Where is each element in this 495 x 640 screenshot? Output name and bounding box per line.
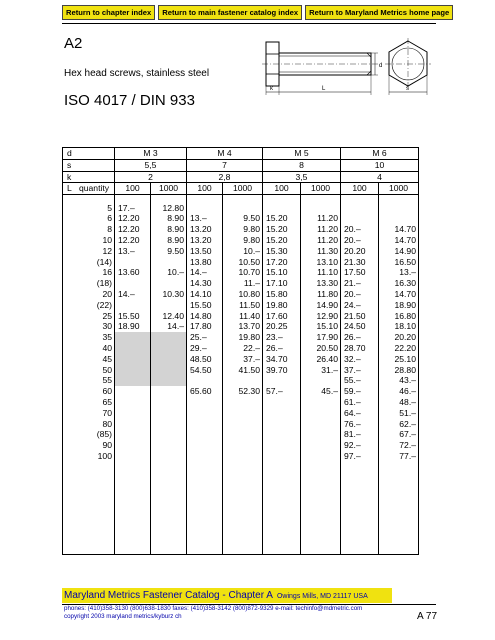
- price-cell: [187, 429, 223, 440]
- length-cell: 80: [63, 419, 115, 430]
- price-cell: [301, 440, 341, 451]
- price-cell: [151, 375, 187, 386]
- empty-row: [63, 462, 419, 555]
- price-cell: 20.20: [379, 332, 419, 343]
- d-m4: M 4: [187, 148, 263, 160]
- price-cell: 10.50: [223, 257, 263, 268]
- price-cell: 72.–: [379, 440, 419, 451]
- length-cell: (85): [63, 429, 115, 440]
- price-cell: [341, 203, 379, 214]
- price-cell: 16.30: [379, 278, 419, 289]
- price-cell: 17.10: [263, 278, 301, 289]
- price-cell: [115, 375, 151, 386]
- price-cell: 26.–: [263, 343, 301, 354]
- price-cell: [263, 419, 301, 430]
- price-cell: [115, 354, 151, 365]
- length-cell: 90: [63, 440, 115, 451]
- k-m3: 2: [115, 171, 187, 183]
- length-cell: 10: [63, 235, 115, 246]
- footer-phones: phones: (410)358-3130 (800)638-1830 faxes: (410)358-3142 (800)872-9329 e-mail: techinfo@mdmetric.com: [64, 605, 363, 612]
- price-cell: 13.30: [301, 278, 341, 289]
- price-cell: [223, 203, 263, 214]
- length-cell: 45: [63, 354, 115, 365]
- price-cell: 48.–: [379, 397, 419, 408]
- price-cell: 20.25: [263, 321, 301, 332]
- table-row: [63, 311, 419, 322]
- price-cell: 13.50: [187, 246, 223, 257]
- price-cell: [187, 451, 223, 462]
- table-row: [63, 246, 419, 257]
- price-cell: [187, 440, 223, 451]
- k-m5: 3,5: [263, 171, 341, 183]
- price-cell: 14.–: [187, 267, 223, 278]
- section-letter: A2: [64, 35, 83, 52]
- price-cell: 48.50: [187, 354, 223, 365]
- price-cell: [151, 343, 187, 354]
- price-cell: 8.90: [151, 235, 187, 246]
- d-m5: M 5: [263, 148, 341, 160]
- price-cell: [301, 408, 341, 419]
- price-cell: 24.50: [341, 321, 379, 332]
- s-m5: 8: [263, 159, 341, 171]
- price-cell: 23.–: [263, 332, 301, 343]
- length-cell: 60: [63, 386, 115, 397]
- price-cell: [115, 257, 151, 268]
- price-cell: 52.30: [223, 386, 263, 397]
- price-cell: 13.–: [379, 267, 419, 278]
- price-cell: 14.70: [379, 289, 419, 300]
- price-cell: [263, 397, 301, 408]
- price-cell: 15.20: [263, 224, 301, 235]
- price-cell: 45.–: [301, 386, 341, 397]
- qty-1000: 1000: [379, 183, 419, 195]
- length-cell: 20: [63, 289, 115, 300]
- price-cell: 25.–: [187, 332, 223, 343]
- s-m6: 10: [341, 159, 419, 171]
- price-table: [62, 147, 419, 555]
- price-cell: [379, 203, 419, 214]
- price-cell: 11.20: [301, 224, 341, 235]
- price-cell: [263, 203, 301, 214]
- price-cell: 11.–: [223, 278, 263, 289]
- page-number: A 77: [417, 611, 438, 622]
- length-cell: 12: [63, 246, 115, 257]
- price-cell: 9.50: [151, 246, 187, 257]
- hex-screw-drawing: [262, 38, 437, 96]
- price-cell: 25.10: [379, 354, 419, 365]
- price-cell: [223, 429, 263, 440]
- price-cell: 13.70: [223, 321, 263, 332]
- dim-k-label: k: [270, 86, 273, 92]
- price-cell: [115, 365, 151, 376]
- product-subtitle: Hex head screws, stainless steel: [64, 68, 210, 79]
- price-cell: [223, 375, 263, 386]
- return-chapter-index-link[interactable]: Return to chapter index: [62, 5, 155, 20]
- k-m4: 2,8: [187, 171, 263, 183]
- price-cell: [151, 440, 187, 451]
- price-cell: 15.30: [263, 246, 301, 257]
- k-m6: 4: [341, 171, 419, 183]
- return-main-catalog-link[interactable]: Return to main fastener catalog index: [158, 5, 302, 20]
- table-row: [63, 429, 419, 440]
- price-cell: [115, 429, 151, 440]
- price-cell: 81.–: [341, 429, 379, 440]
- length-cell: 40: [63, 343, 115, 354]
- price-cell: 18.90: [379, 300, 419, 311]
- price-cell: 64.–: [341, 408, 379, 419]
- quantity-label: quantity: [78, 183, 110, 194]
- price-cell: 51.–: [379, 408, 419, 419]
- price-cell: 13.80: [187, 257, 223, 268]
- price-cell: 10.–: [151, 267, 187, 278]
- price-cell: 15.80: [263, 289, 301, 300]
- d-m6: M 6: [341, 148, 419, 160]
- price-cell: 11.20: [301, 235, 341, 246]
- table-row: [63, 213, 419, 224]
- length-cell: 16: [63, 267, 115, 278]
- standard-title: ISO 4017 / DIN 933: [64, 92, 195, 109]
- price-cell: 54.50: [187, 365, 223, 376]
- price-cell: 11.80: [301, 289, 341, 300]
- price-cell: 20.–: [341, 235, 379, 246]
- price-cell: 14.30: [187, 278, 223, 289]
- price-cell: 46.–: [379, 386, 419, 397]
- price-cell: 12.20: [115, 235, 151, 246]
- price-cell: 65.60: [187, 386, 223, 397]
- price-cell: [301, 451, 341, 462]
- price-cell: 61.–: [341, 397, 379, 408]
- price-cell: 11.10: [301, 267, 341, 278]
- price-cell: 12.80: [151, 203, 187, 214]
- length-cell: 100: [63, 451, 115, 462]
- price-cell: 17.90: [301, 332, 341, 343]
- length-cell: 50: [63, 365, 115, 376]
- table-row: [63, 203, 419, 214]
- price-cell: 20.50: [301, 343, 341, 354]
- table-row: [63, 343, 419, 354]
- price-cell: 10.80: [223, 289, 263, 300]
- length-cell: (22): [63, 300, 115, 311]
- price-cell: 26.–: [341, 332, 379, 343]
- price-cell: 14.90: [379, 246, 419, 257]
- price-cell: [151, 397, 187, 408]
- table-row: [63, 397, 419, 408]
- d-m3: M 3: [115, 148, 187, 160]
- qty-100: 100: [263, 183, 301, 195]
- table-row: [63, 224, 419, 235]
- price-cell: 97.–: [341, 451, 379, 462]
- table-row: [63, 235, 419, 246]
- price-cell: 8.90: [151, 224, 187, 235]
- price-cell: 17.–: [115, 203, 151, 214]
- price-cell: [151, 300, 187, 311]
- table-row: [63, 278, 419, 289]
- price-cell: 43.–: [379, 375, 419, 386]
- top-rule: [62, 23, 436, 24]
- price-cell: [263, 451, 301, 462]
- price-cell: [341, 213, 379, 224]
- price-cell: 12.20: [115, 213, 151, 224]
- length-cell: 25: [63, 311, 115, 322]
- price-cell: [115, 419, 151, 430]
- price-cell: 14.–: [151, 321, 187, 332]
- table-row: [63, 375, 419, 386]
- price-cell: [115, 397, 151, 408]
- price-cell: 12.20: [115, 224, 151, 235]
- price-cell: 41.50: [223, 365, 263, 376]
- price-cell: [115, 408, 151, 419]
- footer-copyright: copyright 2003 maryland metrics/kyburz ch: [64, 612, 182, 620]
- length-cell: 6: [63, 213, 115, 224]
- price-cell: 19.80: [263, 300, 301, 311]
- price-cell: 57.–: [263, 386, 301, 397]
- price-cell: 11.20: [301, 213, 341, 224]
- table-row: [63, 257, 419, 268]
- price-cell: 15.20: [263, 213, 301, 224]
- price-cell: [301, 429, 341, 440]
- table-row: [63, 386, 419, 397]
- price-cell: 14.–: [115, 289, 151, 300]
- dim-L-label: L: [322, 86, 326, 92]
- qty-100: 100: [115, 183, 151, 195]
- price-cell: [223, 397, 263, 408]
- price-cell: 13.10: [301, 257, 341, 268]
- price-cell: 18.90: [115, 321, 151, 332]
- price-cell: 13.60: [115, 267, 151, 278]
- price-cell: [223, 440, 263, 451]
- price-cell: [151, 386, 187, 397]
- price-cell: 17.60: [263, 311, 301, 322]
- catalog-title-text: Maryland Metrics Fastener Catalog - Chapter A: [64, 590, 273, 601]
- price-cell: [187, 375, 223, 386]
- price-cell: 21.30: [341, 257, 379, 268]
- table-row: [63, 332, 419, 343]
- price-cell: 17.50: [341, 267, 379, 278]
- price-cell: 10.70: [223, 267, 263, 278]
- price-cell: 37.–: [341, 365, 379, 376]
- k-label: k: [63, 171, 115, 183]
- price-cell: [151, 278, 187, 289]
- s-m4: 7: [187, 159, 263, 171]
- price-cell: [115, 343, 151, 354]
- s-m3: 5,5: [115, 159, 187, 171]
- row-s: [63, 159, 419, 171]
- price-cell: [263, 408, 301, 419]
- table-row: [63, 289, 419, 300]
- price-cell: 20.–: [341, 289, 379, 300]
- price-cell: 14.90: [301, 300, 341, 311]
- price-cell: 37.–: [223, 354, 263, 365]
- price-cell: [151, 429, 187, 440]
- price-cell: 11.40: [223, 311, 263, 322]
- price-cell: 13.–: [187, 213, 223, 224]
- price-cell: [263, 375, 301, 386]
- price-cell: [151, 257, 187, 268]
- price-cell: 29.–: [187, 343, 223, 354]
- price-cell: 31.–: [301, 365, 341, 376]
- price-cell: 92.–: [341, 440, 379, 451]
- price-cell: 14.70: [379, 235, 419, 246]
- dim-d-label: d: [379, 63, 383, 69]
- qty-100: 100: [187, 183, 223, 195]
- length-cell: 65: [63, 397, 115, 408]
- price-cell: 24.–: [341, 300, 379, 311]
- price-cell: [115, 332, 151, 343]
- price-cell: 9.50: [223, 213, 263, 224]
- price-cell: [115, 300, 151, 311]
- price-cell: 16.50: [379, 257, 419, 268]
- length-cell: 70: [63, 408, 115, 419]
- price-cell: 16.80: [379, 311, 419, 322]
- qty-1000: 1000: [223, 183, 263, 195]
- qty-100: 100: [341, 183, 379, 195]
- price-cell: 14.70: [379, 224, 419, 235]
- price-cell: 9.80: [223, 235, 263, 246]
- length-cell: 5: [63, 203, 115, 214]
- nav-bar: [62, 5, 453, 20]
- price-cell: [187, 203, 223, 214]
- d-label: d: [63, 148, 115, 160]
- row-d: [63, 148, 419, 160]
- price-cell: [151, 408, 187, 419]
- price-cell: 12.40: [151, 311, 187, 322]
- price-cell: 15.50: [187, 300, 223, 311]
- length-cell: 30: [63, 321, 115, 332]
- catalog-title: [64, 590, 368, 601]
- row-quantity: [63, 183, 419, 195]
- price-cell: 21.50: [341, 311, 379, 322]
- table-row: [63, 321, 419, 332]
- price-cell: [263, 429, 301, 440]
- table-row: [63, 419, 419, 430]
- qty-1000: 1000: [151, 183, 187, 195]
- price-cell: [115, 386, 151, 397]
- return-home-link[interactable]: Return to Maryland Metrics home page: [305, 5, 453, 20]
- price-cell: 32.–: [341, 354, 379, 365]
- table-row: [63, 408, 419, 419]
- price-cell: [151, 451, 187, 462]
- table-row: [63, 440, 419, 451]
- price-cell: 17.20: [263, 257, 301, 268]
- price-cell: [187, 397, 223, 408]
- price-cell: 20.20: [341, 246, 379, 257]
- dim-s-label: s: [406, 86, 409, 92]
- price-cell: 15.50: [115, 311, 151, 322]
- price-cell: 19.80: [223, 332, 263, 343]
- price-cell: [115, 440, 151, 451]
- price-cell: [223, 408, 263, 419]
- price-cell: [301, 419, 341, 430]
- length-cell: 8: [63, 224, 115, 235]
- s-label: s: [63, 159, 115, 171]
- table-row: [63, 451, 419, 462]
- l-label: L: [67, 183, 72, 194]
- price-cell: 15.20: [263, 235, 301, 246]
- price-cell: 76.–: [341, 419, 379, 430]
- length-cell: (18): [63, 278, 115, 289]
- price-cell: 13.–: [115, 246, 151, 257]
- price-cell: [187, 408, 223, 419]
- table-row: [63, 354, 419, 365]
- row-k: [63, 171, 419, 183]
- price-cell: 62.–: [379, 419, 419, 430]
- length-cell: 55: [63, 375, 115, 386]
- catalog-address: Owings Mills, MD 21117 USA: [276, 593, 368, 600]
- price-cell: 10.30: [151, 289, 187, 300]
- l-quantity-label: [63, 183, 115, 195]
- price-cell: [301, 397, 341, 408]
- price-cell: [151, 365, 187, 376]
- length-cell: 35: [63, 332, 115, 343]
- price-cell: 55.–: [341, 375, 379, 386]
- price-cell: 22.–: [223, 343, 263, 354]
- table-row: [63, 300, 419, 311]
- qty-1000: 1000: [301, 183, 341, 195]
- table-row: [63, 365, 419, 376]
- price-cell: [151, 419, 187, 430]
- price-cell: [223, 451, 263, 462]
- price-cell: 26.40: [301, 354, 341, 365]
- length-cell: (14): [63, 257, 115, 268]
- price-cell: [301, 203, 341, 214]
- price-cell: [263, 440, 301, 451]
- price-cell: 28.70: [341, 343, 379, 354]
- price-cell: [115, 278, 151, 289]
- price-cell: 10.–: [223, 246, 263, 257]
- spacer-row: [63, 195, 419, 203]
- price-cell: 11.50: [223, 300, 263, 311]
- footer-contact: [64, 605, 362, 620]
- price-cell: [301, 375, 341, 386]
- price-cell: 22.20: [379, 343, 419, 354]
- price-cell: [151, 332, 187, 343]
- price-cell: [115, 451, 151, 462]
- table-row: [63, 267, 419, 278]
- price-cell: 21.–: [341, 278, 379, 289]
- price-cell: 34.70: [263, 354, 301, 365]
- price-cell: 39.70: [263, 365, 301, 376]
- price-cell: 20.–: [341, 224, 379, 235]
- price-cell: 9.80: [223, 224, 263, 235]
- price-cell: 14.80: [187, 311, 223, 322]
- price-cell: 18.10: [379, 321, 419, 332]
- price-cell: 11.30: [301, 246, 341, 257]
- price-cell: 8.90: [151, 213, 187, 224]
- price-cell: [187, 419, 223, 430]
- price-cell: 15.10: [263, 267, 301, 278]
- price-cell: 13.20: [187, 224, 223, 235]
- price-cell: 15.10: [301, 321, 341, 332]
- price-cell: 12.90: [301, 311, 341, 322]
- price-cell: 14.10: [187, 289, 223, 300]
- price-cell: 67.–: [379, 429, 419, 440]
- price-cell: 77.–: [379, 451, 419, 462]
- price-cell: [379, 213, 419, 224]
- price-cell: 13.20: [187, 235, 223, 246]
- price-cell: 28.80: [379, 365, 419, 376]
- price-cell: 59.–: [341, 386, 379, 397]
- price-cell: [223, 419, 263, 430]
- price-cell: 17.80: [187, 321, 223, 332]
- price-cell: [151, 354, 187, 365]
